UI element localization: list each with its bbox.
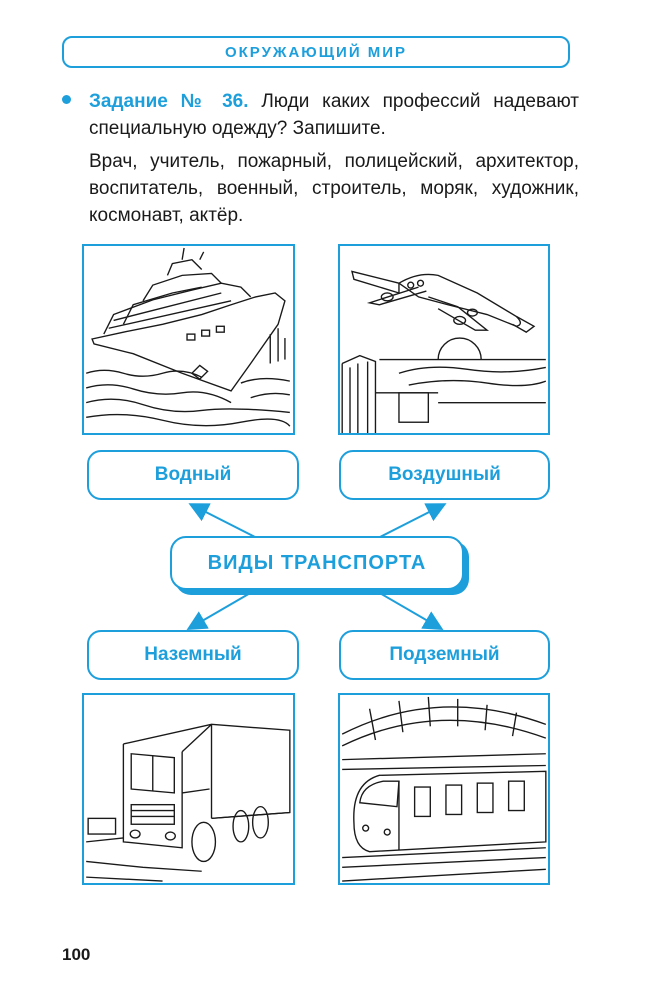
task-label: Задание № 36. (89, 91, 249, 112)
metro-train-icon (340, 695, 548, 883)
task-question-text: Люди каких профессий надевают специальную одежду? Запишите. (89, 91, 579, 139)
ship-picture (82, 244, 295, 435)
truck-picture (82, 693, 295, 885)
task-answer: Врач, учитель, пожарный, полицейский, архитектор, воспитатель, военный, строитель, моряк, художник, космонавт, актёр. (89, 151, 579, 226)
page-number: 100 (62, 945, 91, 964)
air-transport-label: Воздушный (339, 450, 550, 500)
ground-transport-label: Наземный (87, 630, 299, 680)
task-bullet-icon (62, 95, 71, 104)
water-transport-label: Водный (87, 450, 299, 500)
subject-title: ОКРУЖАЮЩИЙ МИР (224, 43, 408, 61)
transport-types-title: ВИДЫ ТРАНСПОРТА (170, 536, 464, 590)
task-question (89, 88, 579, 142)
underground-transport-label: Подземный (339, 630, 550, 680)
ship-icon (84, 246, 293, 433)
subject-header (62, 36, 570, 68)
truck-icon (84, 695, 293, 883)
airplane-picture (338, 244, 550, 435)
airplane-icon (340, 246, 548, 433)
metro-picture (338, 693, 550, 885)
